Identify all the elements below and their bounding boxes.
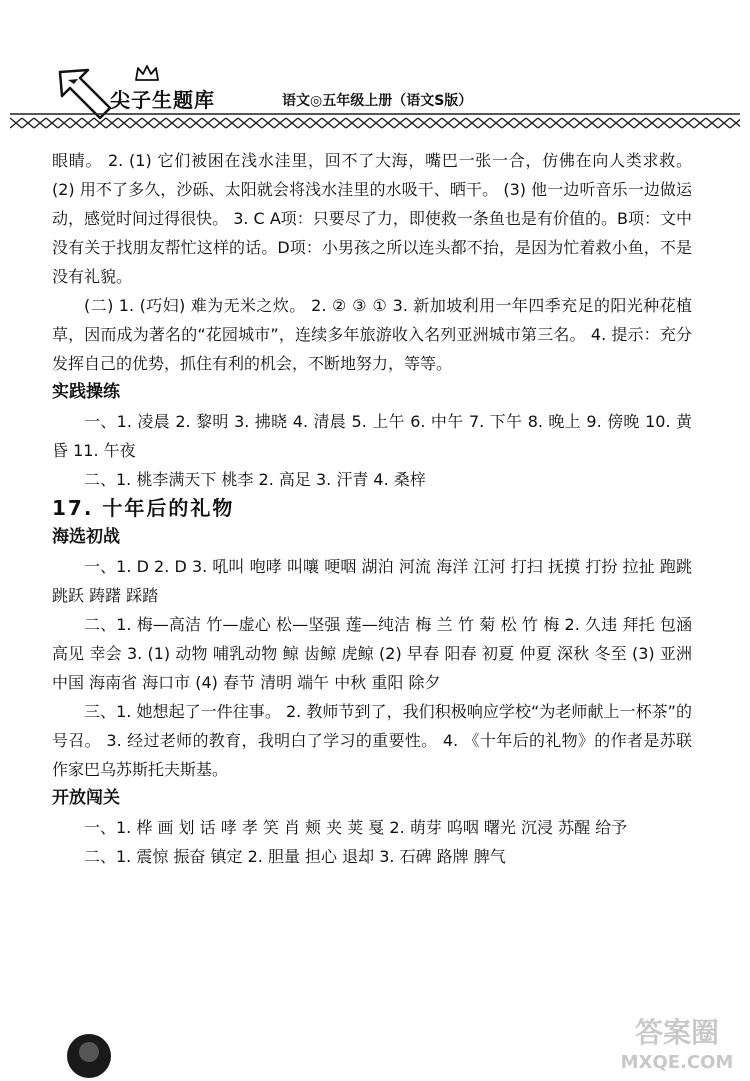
section-heading: 实践操练 (52, 382, 120, 402)
corner-badge-icon (64, 1028, 114, 1078)
page-header (0, 0, 750, 140)
answer-paragraph: 二、1. 震惊 振奋 镇定 2. 胆量 担心 退却 3. 石碑 路牌 脾气 (84, 847, 506, 866)
answer-content (52, 146, 692, 871)
book-info: 语文◎五年级上册（语文S版） (282, 93, 473, 109)
answer-paragraph: 一、1. 凌晨 2. 黎明 3. 拂晓 4. 清晨 5. 上午 6. 中午 7. 下午 8. 晚上 9. 傍晚 10. 黄昏 11. 午夜 (52, 412, 692, 460)
answer-paragraph: 三、1. 她想起了一件往事。 2. 教师节到了，我们积极响应学校“为老师献上一杯茶”的号召。 3. 经过老师的教育，我明白了学习的重要性。 4. 《十年后的礼物》的作者是苏联作家巴乌苏斯托夫斯基。 (52, 702, 692, 779)
watermark (615, 1012, 740, 1074)
answer-paragraph: (二) 1. (巧妇) 难为无米之炊。 2. ② ③ ① 3. 新加坡利用一年四季充足的阳光种花植草，因而成为著名的“花园城市”，连续多年旅游收入名列亚洲城市第三名。 4. 提示：充分发挥自己的优势，抓住有利的机会，不断地努力，等等。 (52, 296, 692, 373)
answer-paragraph: 二、1. 梅—高洁 竹—虚心 松—坚强 莲—纯洁 梅 兰 竹 菊 松 竹 梅 2. 久违 拜托 包涵 高见 幸会 3. (1) 动物 哺乳动物 鲸 齿鲸 虎鲸 (2) 早春 阳春 初夏 仲夏 深秋 冬至 (3) 亚洲 中国 海南省 海口市 (4) 春节 清明 端午 中秋 重阳 除夕 (52, 615, 692, 692)
section-heading: 开放闯关 (52, 788, 120, 808)
answer-paragraph: 眼睛。 2. (1) 它们被困在浅水洼里，回不了大海，嘴巴一张一合，仿佛在向人类求救。 (2) 用不了多久，沙砾、太阳就会将浅水洼里的水吸干、晒干。 (3) 他一边听音乐一边做运动，感觉时间过得很快。 3. C A项：只要尽了力，即使救一条鱼也是有价值的。B项：文中没有关于找朋友帮忙这样的话。D项：小男孩之所以连头都不抬，是因为忙着救小鱼，不是没有礼貌。 (52, 151, 692, 286)
crown-icon (134, 64, 160, 82)
answer-paragraph: 一、1. D 2. D 3. 吼叫 咆哮 叫嚷 哽咽 湖泊 河流 海洋 江河 打扫 抚摸 打扮 拉扯 跑跳 跳跃 踌躇 踩踏 (52, 557, 692, 605)
brand-logo: 尖子生题库 (110, 88, 215, 112)
lesson-title: 17. 十年后的礼物 (52, 496, 235, 520)
decorative-border (10, 112, 740, 132)
answer-paragraph: 一、1. 桦 画 划 话 哮 孝 笑 肖 颊 夹 荚 戛 2. 萌芽 呜咽 曙光 沉浸 苏醒 给予 (84, 818, 628, 837)
watermark-title: 答案圈 (634, 1016, 720, 1049)
answer-paragraph: 二、1. 桃李满天下 桃李 2. 高足 3. 汗青 4. 桑梓 (84, 470, 426, 489)
section-heading: 海选初战 (52, 527, 120, 547)
watermark-url: MXQE.COM (620, 1052, 734, 1073)
